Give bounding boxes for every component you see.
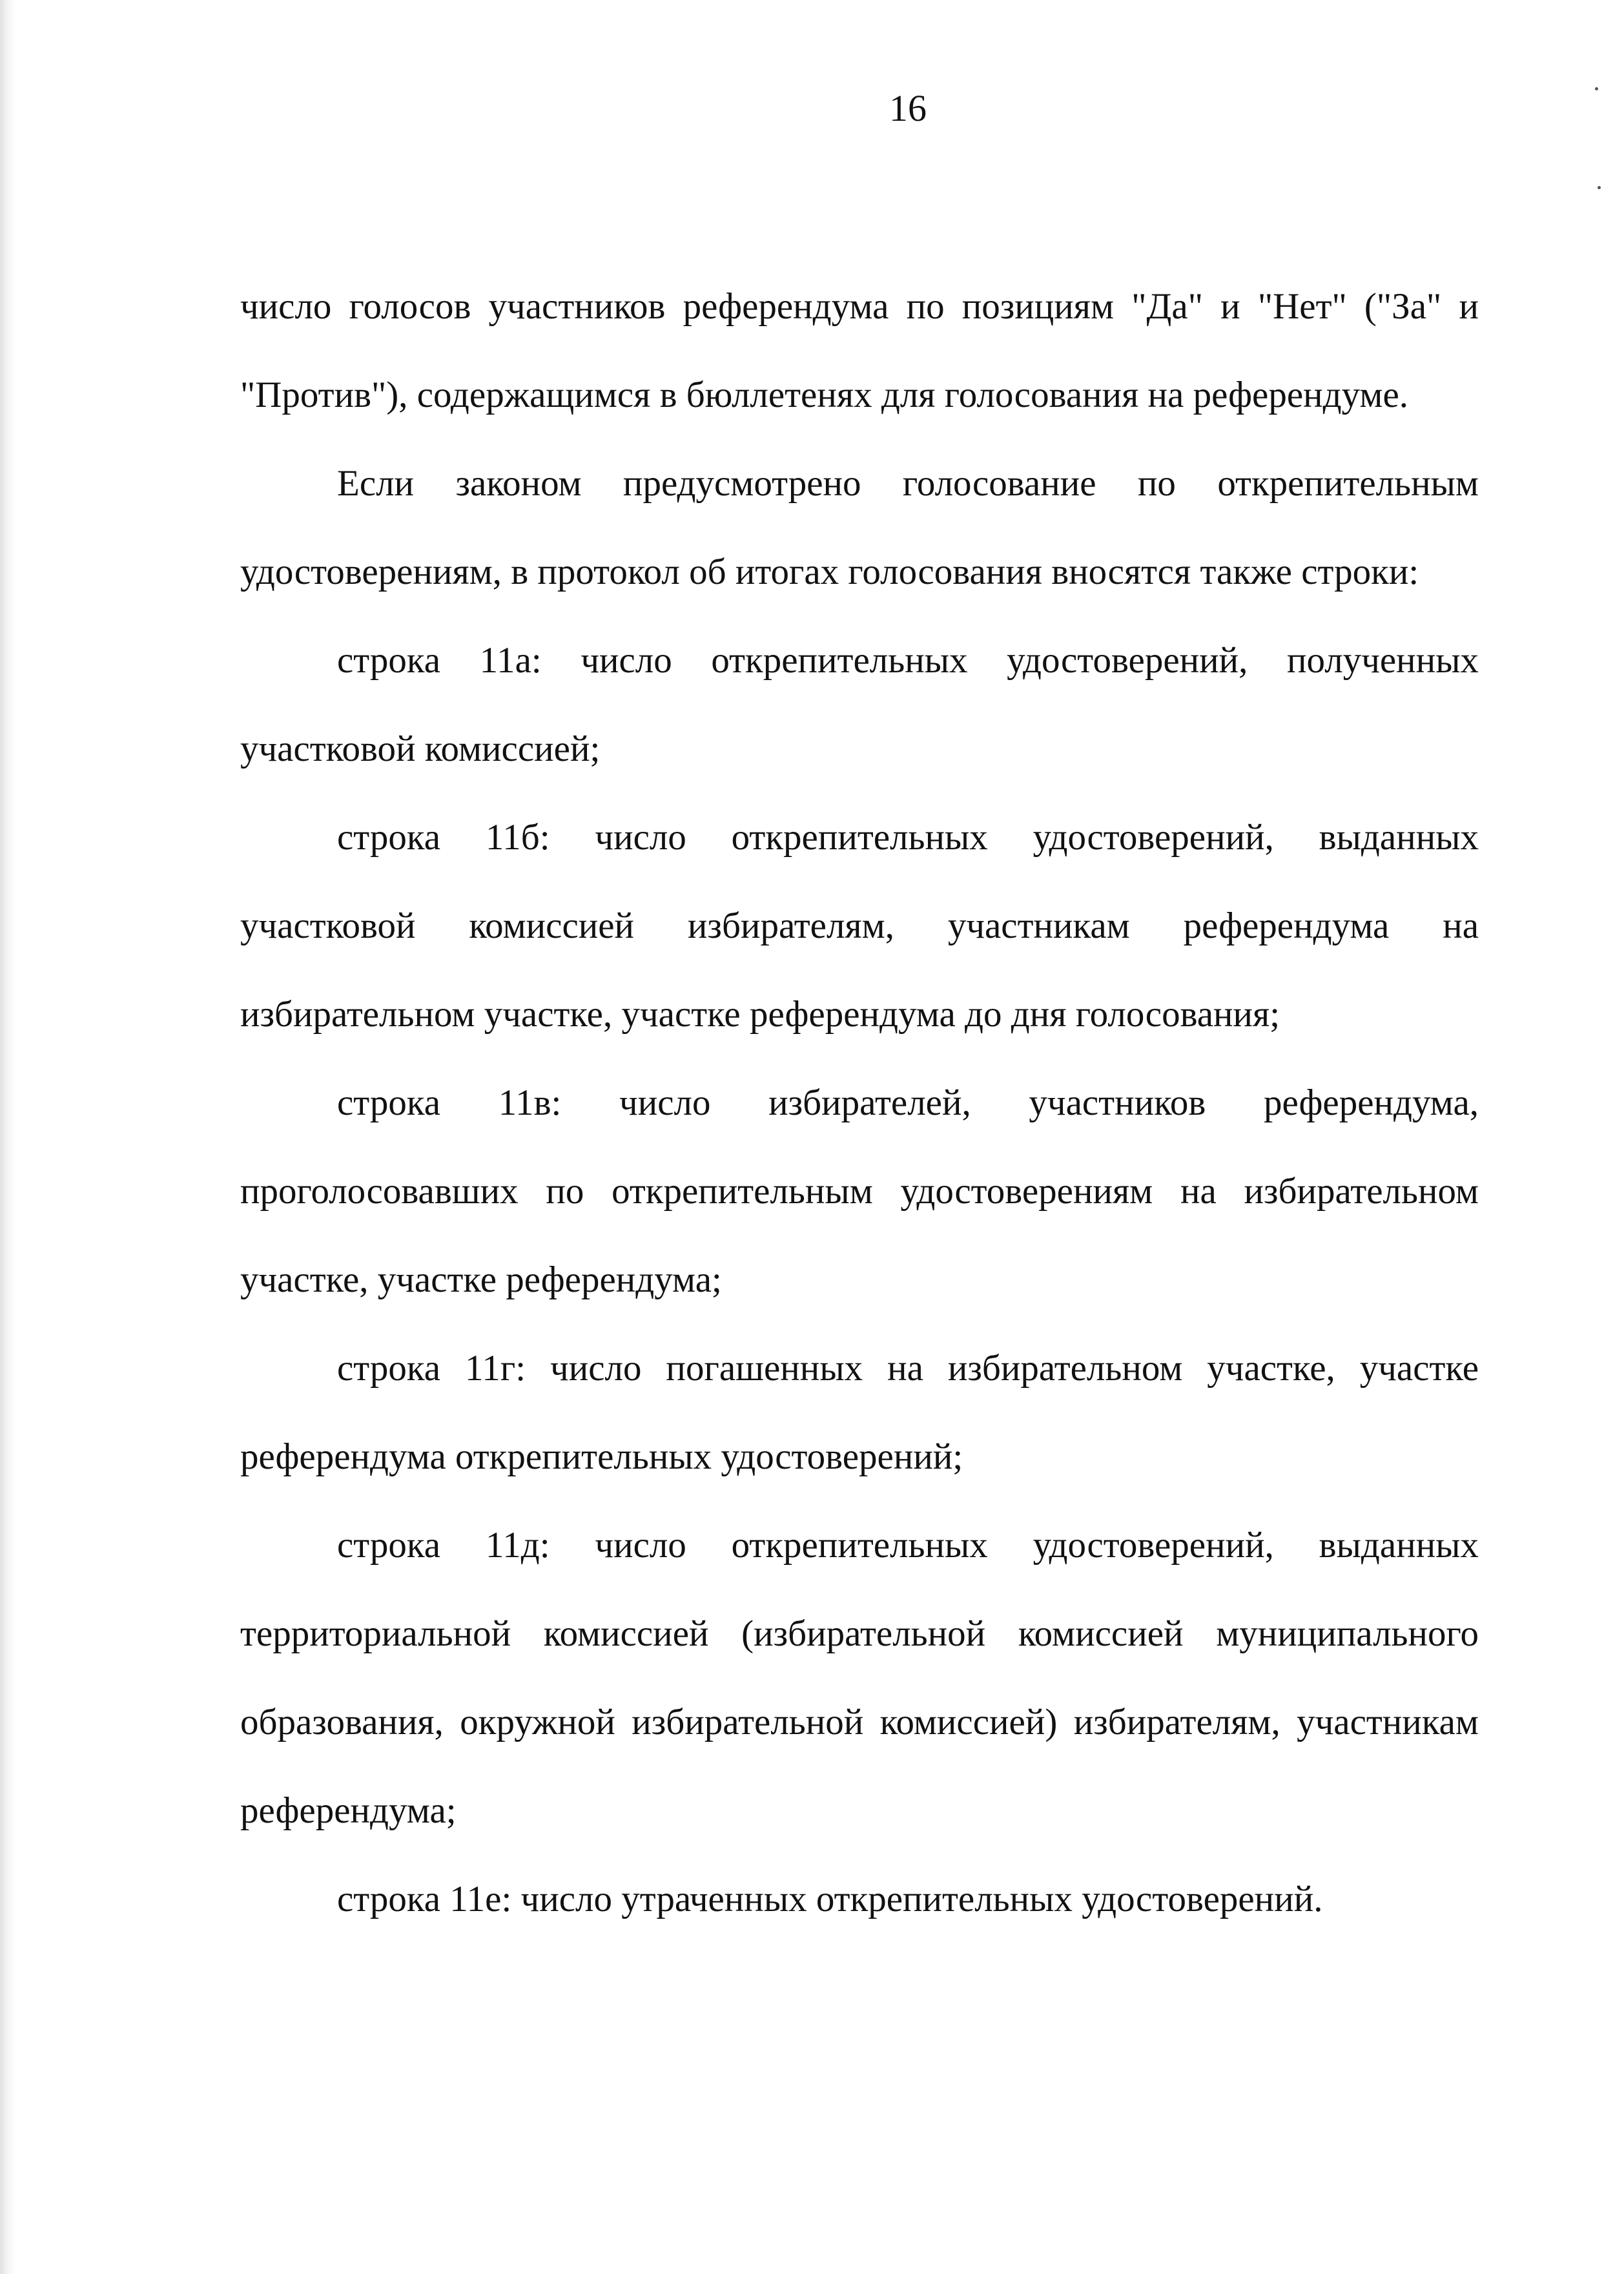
paragraph-line-11a: строка 11а: число открепительных удостоверений, полученных участковой комиссией; — [240, 640, 1479, 769]
paragraph-line-11e: строка 11е: число утраченных открепительных удостоверений. — [337, 1879, 1323, 1919]
page-number: 16 — [889, 87, 927, 129]
paragraph-continuation: число голосов участников референдума по позициям "Да" и "Нет" ("За" и "Против"), содержащимся в бюллетенях для голосования на референдуме. — [240, 286, 1479, 415]
scan-speck — [1595, 87, 1598, 90]
paragraph-intro: Если законом предусмотрено голосование по открепительным удостоверениям, в протокол об итогах голосования вносятся также строки: — [240, 463, 1479, 592]
paragraph-line-11g: строка 11г: число погашенных на избирательном участке, участке референдума открепительных удостоверений; — [240, 1348, 1479, 1477]
paragraph-line-11b: строка 11б: число открепительных удостоверений, выданных участковой комиссией избирателям, участникам референдума на избирательном участке, участке референдума до дня голосования; — [240, 817, 1479, 1035]
document-body — [240, 262, 1479, 1943]
paragraph-line-11v: строка 11в: число избирателей, участников референдума, проголосовавших по открепительным удостоверениям на избирательном участке, участке референдума; — [240, 1082, 1479, 1300]
scan-speck — [1598, 186, 1601, 189]
scan-edge-shadow — [0, 0, 17, 2274]
paragraph-line-11d: строка 11д: число открепительных удостоверений, выданных территориальной комиссией (избирательной комиссией муниципального образования, окружной избирательной комиссией) избирателям, участникам референдума; — [240, 1525, 1479, 1831]
